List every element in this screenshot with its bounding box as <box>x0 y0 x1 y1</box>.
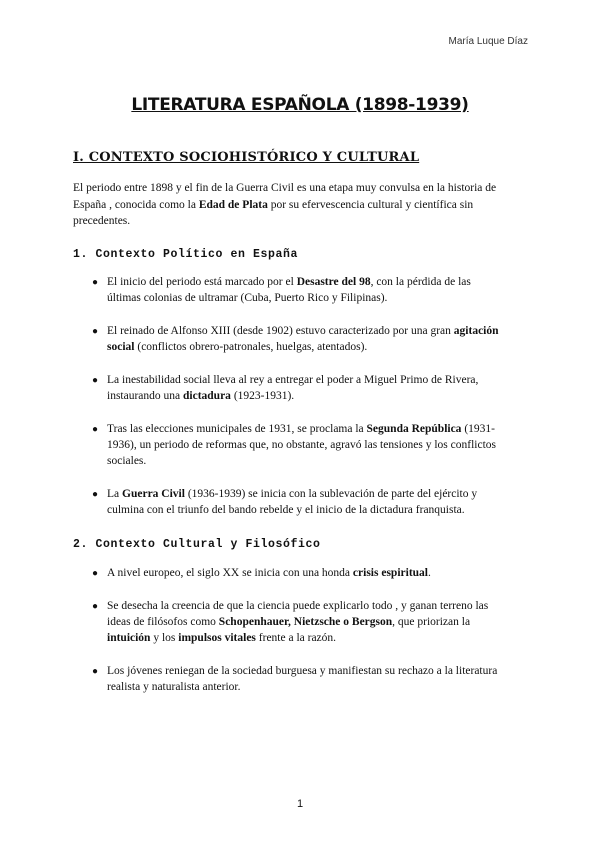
list-item: ● Se desecha la creencia de que la ciencia puede explicarlo todo , y ganan terreno las ideas de filósofos como Schopenhauer, Nietzsche o Bergson, que priorizan la intuición y los impulsos vitales frente a la razón. <box>92 600 489 644</box>
subheading-political: 1. Contexto Político en España <box>73 248 299 261</box>
author-name: María Luque Díaz <box>448 36 528 47</box>
page-number: 1 <box>296 798 304 810</box>
list-item: ● A nivel europeo, el siglo XX se inicia con una honda crisis espiritual. <box>93 565 503 581</box>
bullet-icon: ● <box>92 277 99 288</box>
list-item: ● El reinado de Alfonso XIII (desde 1902) estuvo caracterizado por una gran agitación social (conflictos obrero-patronales, huelgas, atentados). <box>92 325 499 353</box>
cultural-list <box>93 565 503 712</box>
subheading-cultural: 2. Contexto Cultural y Filosófico <box>73 538 321 551</box>
political-list <box>93 274 503 535</box>
bullet-icon: ● <box>92 666 99 677</box>
list-item: ● La inestabilidad social lleva al rey a entregar el poder a Miguel Primo de Rivera, instaurando una dictadura (1923-1931). <box>92 374 479 402</box>
intro-paragraph: El periodo entre 1898 y el fin de la Guerra Civil es una etapa muy convulsa en la historia de España , conocida como la Edad de Plata por su efervescencia cultural y científica sin precedentes. <box>73 182 497 227</box>
section-heading: I. CONTEXTO SOCIOHISTÓRICO Y CULTURAL <box>73 150 420 165</box>
bullet-icon: ● <box>92 375 99 386</box>
bullet-icon: ● <box>92 601 99 612</box>
list-item: ● El inicio del periodo está marcado por el Desastre del 98, con la pérdida de las últimas colonias de ultramar (Cuba, Puerto Rico y Filipinas). <box>92 276 471 304</box>
list-item: ● Tras las elecciones municipales de 1931, se proclama la Segunda República (1931-1936), un periodo de reformas que, no obstante, agravó las tensiones y los conflictos sociales. <box>92 423 496 467</box>
bullet-icon: ● <box>92 424 99 435</box>
list-item: ● Los jóvenes reniegan de la sociedad burguesa y manifiestan su rechazo a la literatura realista y naturalista anterior. <box>92 665 498 693</box>
document-title: LITERATURA ESPAÑOLA (1898-1939) <box>131 95 469 115</box>
bullet-icon: ● <box>92 326 99 337</box>
list-item: ● La Guerra Civil (1936-1939) se inicia con la sublevación de parte del ejército y culmina con el triunfo del bando rebelde y el inicio de la dictadura franquista. <box>92 488 478 516</box>
bullet-icon: ● <box>92 568 99 579</box>
bullet-icon: ● <box>92 489 99 500</box>
